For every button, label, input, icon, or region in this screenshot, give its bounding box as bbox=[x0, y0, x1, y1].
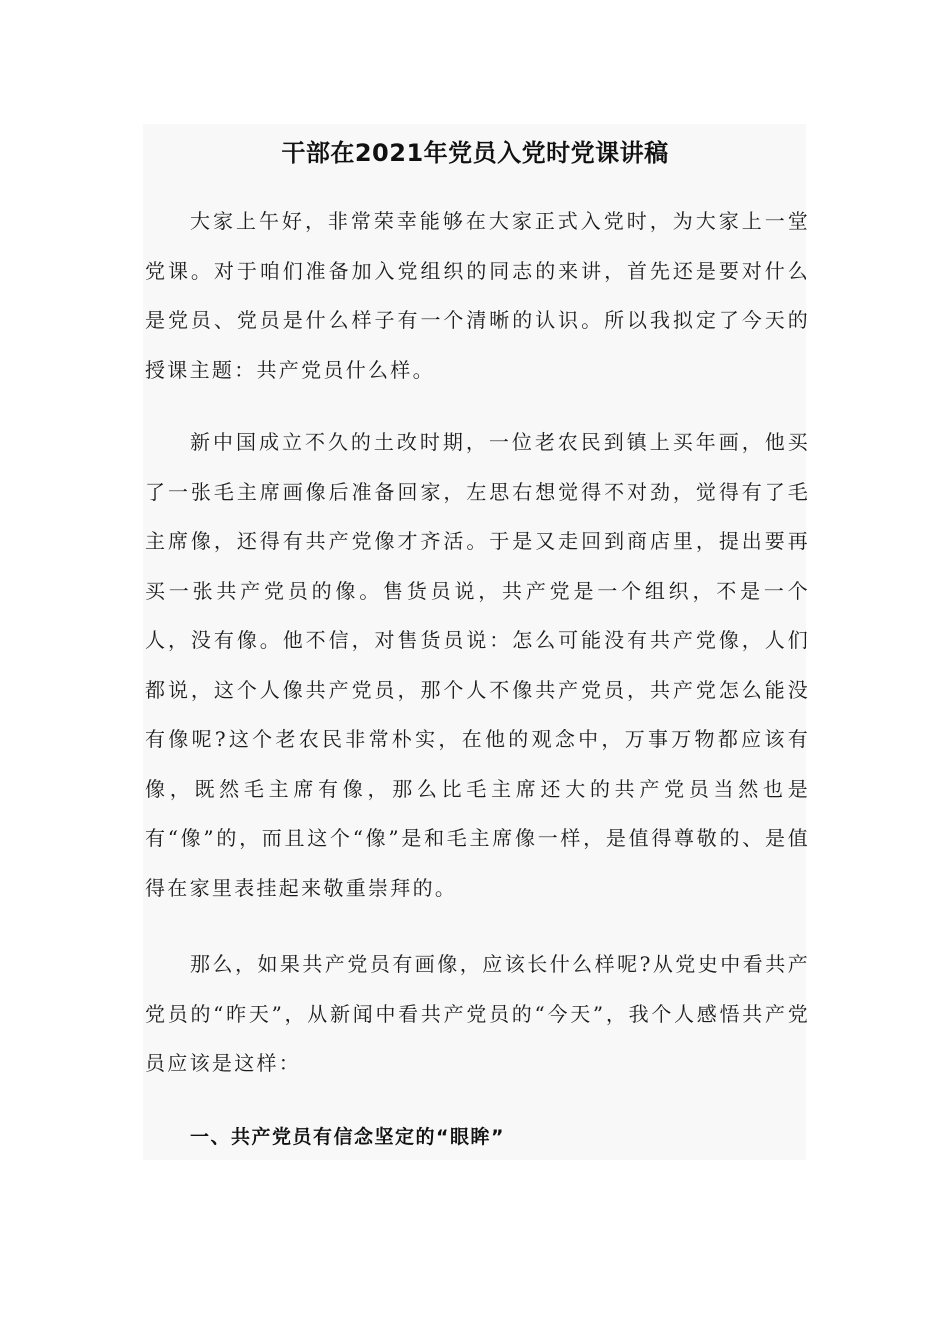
paragraph-transition: 那么，如果共产党员有画像，应该长什么样呢?从党史中看共产党员的“昨天”，从新闻中看共产党员的“今天”，我个人感悟共产党员应该是这样： bbox=[145, 952, 810, 1075]
document-title: 干部在2021年党员入党时党课讲稿 bbox=[281, 139, 669, 167]
section-heading-1: 一、共产党员有信念坚定的“眼眸” bbox=[190, 1126, 505, 1148]
paragraph-opening: 大家上午好，非常荣幸能够在大家正式入党时，为大家上一堂党课。对于咱们准备加入党组织的同志的来讲，首先还是要对什么是党员、党员是什么样子有一个清晰的认识。所以我拟定了今天的授课主题：共产党员什么样。 bbox=[145, 209, 810, 382]
paragraph-story: 新中国成立不久的土改时期，一位老农民到镇上买年画，他买了一张毛主席画像后准备回家，左思右想觉得不对劲，觉得有了毛主席像，还得有共产党像才齐活。于是又走回到商店里，提出要再买一张共产党员的像。售货员说，共产党是一个组织，不是一个人，没有像。他不信，对售货员说：怎么可能没有共产党像，人们都说，这个人像共产党员，那个人不像共产党员，共产党怎么能没有像呢?这个老农民非常朴实，在他的观念中，万事万物都应该有像，既然毛主席有像，那么比毛主席还大的共产党员当然也是有“像”的，而且这个“像”是和毛主席像一样，是值得尊敬的、是值得在家里表挂起来敬重崇拜的。 bbox=[145, 430, 810, 900]
